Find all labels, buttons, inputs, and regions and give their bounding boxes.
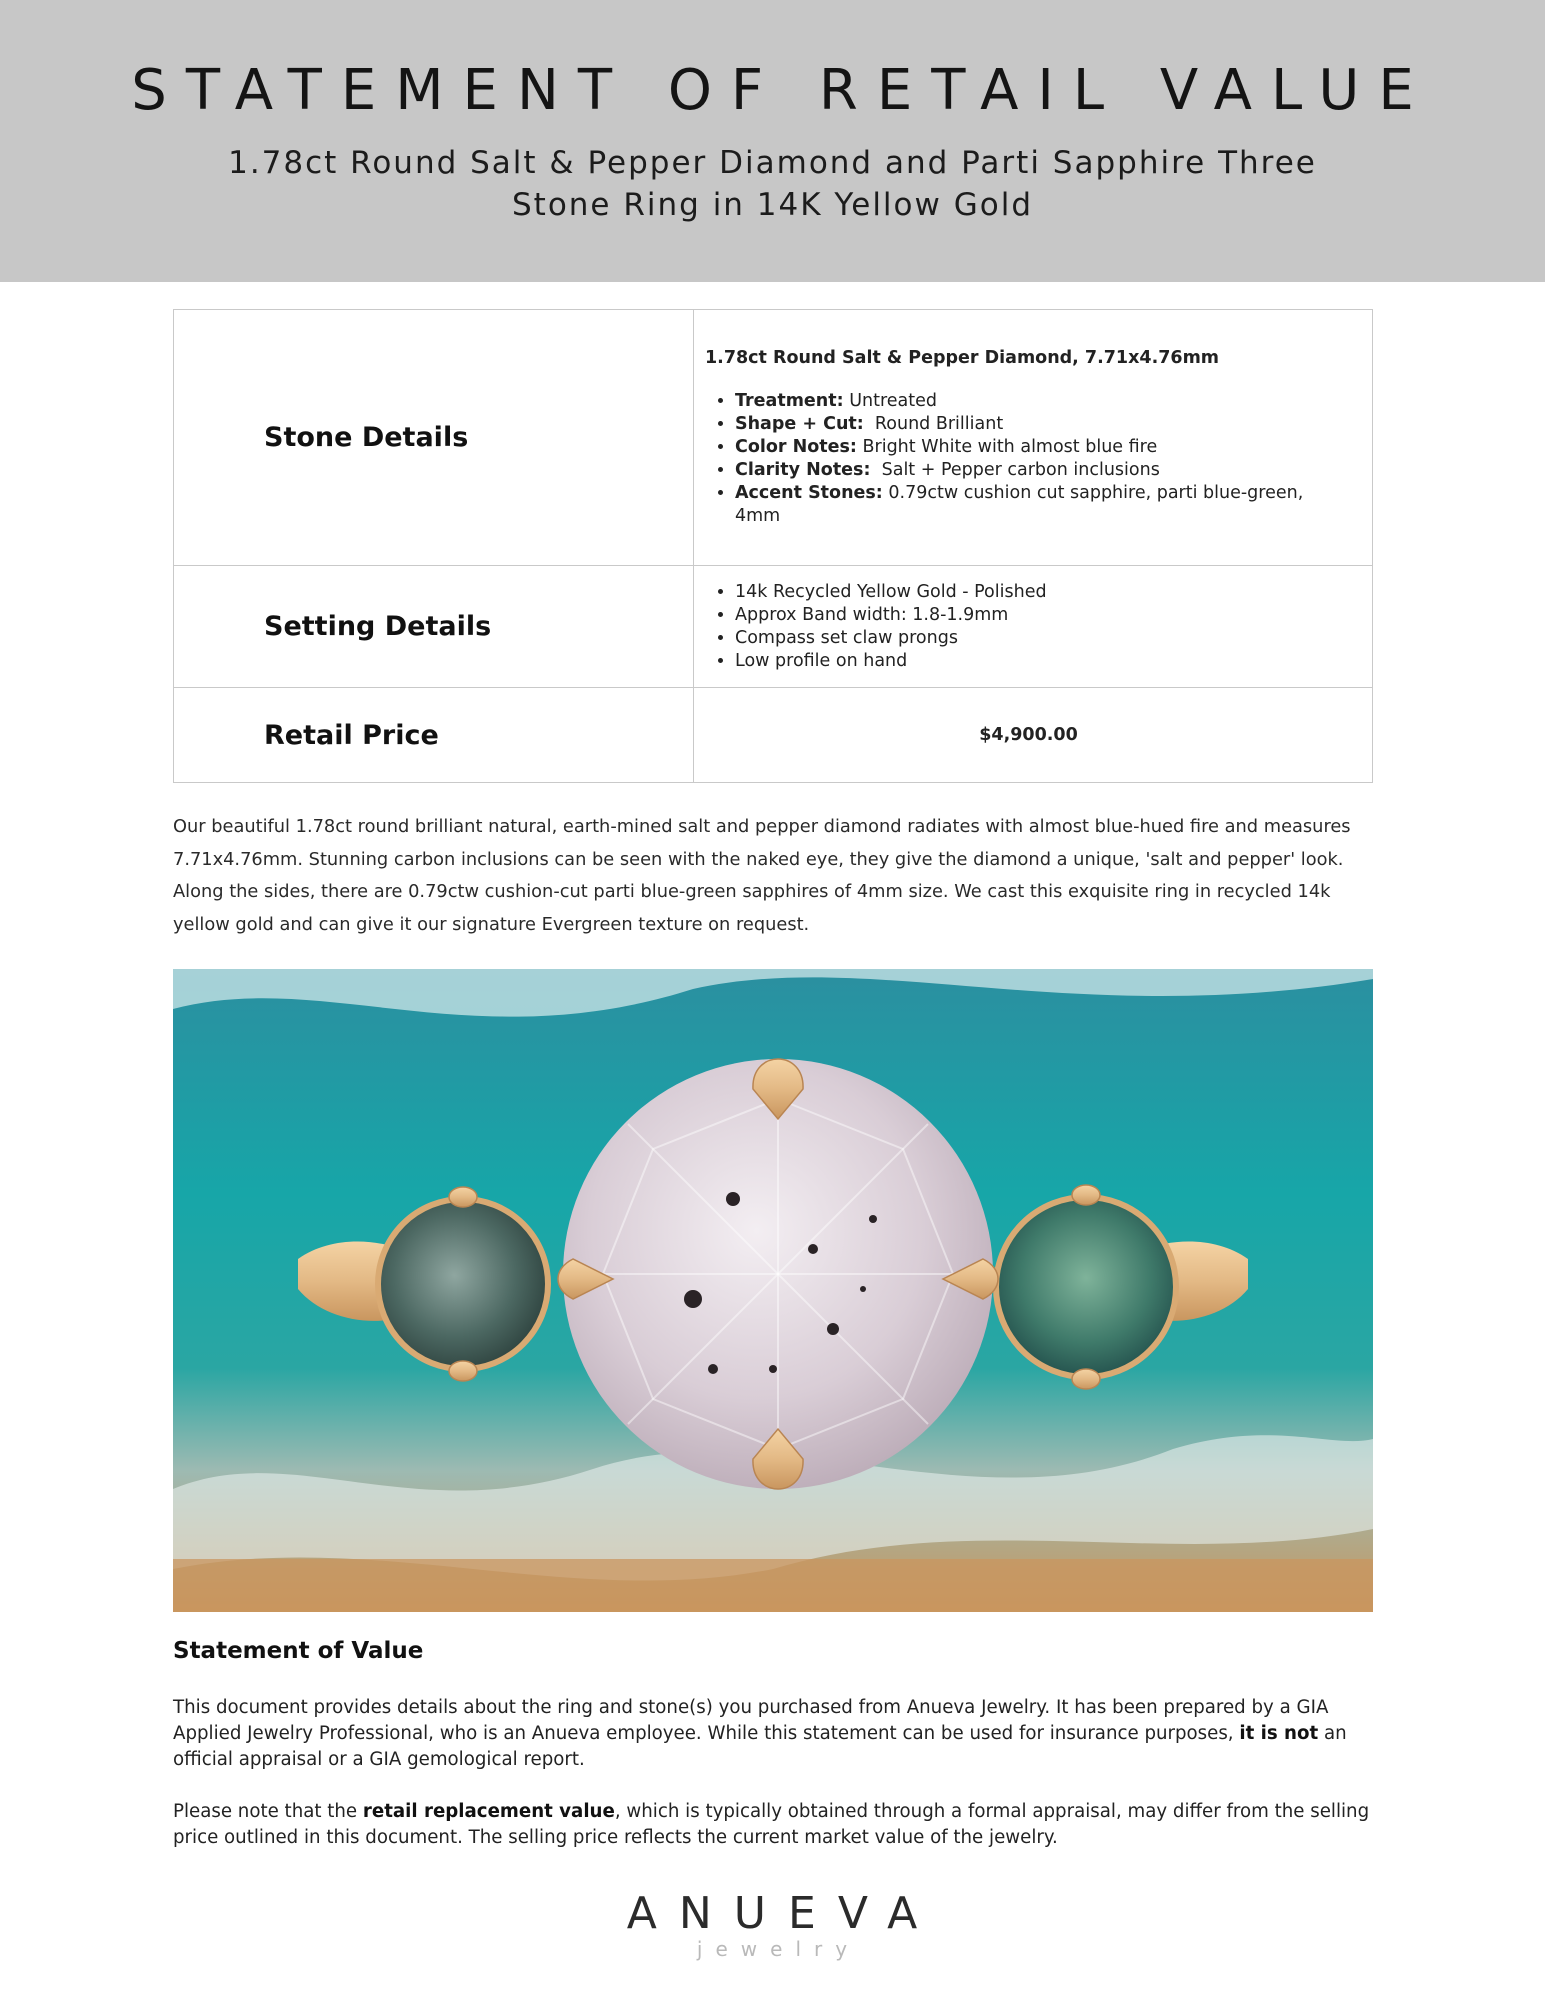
stone-details-label: Stone Details [174, 310, 694, 566]
stone-details-value [694, 310, 1373, 566]
list-item [735, 436, 1352, 459]
detail-value: Untreated [849, 390, 938, 411]
logo-tagline: jewelry [696, 1937, 861, 1961]
setting-details-list [705, 581, 1352, 673]
list-item: • Low profile on hand [735, 650, 1352, 673]
left-sapphire [378, 1199, 548, 1369]
ring-photo [173, 969, 1373, 1612]
detail-value: Round Brilliant [874, 413, 1004, 434]
stone-details-row [174, 310, 1373, 566]
statement-text: , which is typically obtained through a formal appraisal, may differ from the selling price outlined in this document. The selling price reflects the current market value of the jewelry. [173, 1801, 1370, 1848]
statement-emphasis: retail replacement value [362, 1801, 615, 1822]
detail-value: 0.79ctw cushion cut sapphire, parti blue-green, 4mm [735, 482, 1304, 526]
setting-details-label: Setting Details [174, 566, 694, 688]
detail-key: Shape + Cut: [735, 413, 864, 434]
list-item [735, 459, 1352, 482]
right-sapphire [996, 1197, 1176, 1377]
logo-name: ANUEVA [626, 1888, 940, 1939]
statement-text: an official appraisal or a GIA gemological report. [173, 1723, 1347, 1770]
detail-key: Accent Stones: [735, 482, 883, 503]
detail-key: Color Notes: [735, 436, 857, 457]
header-banner [0, 0, 1545, 282]
statement-paragraph-1 [173, 1695, 1378, 1773]
detail-key: Treatment: [735, 390, 844, 411]
stone-title: 1.78ct Round Salt & Pepper Diamond, 7.71x4.76mm [705, 347, 1220, 368]
detail-key: Clarity Notes: [735, 459, 871, 480]
list-item: • Approx Band width: 1.8-1.9mm [735, 604, 1352, 627]
sand [173, 1559, 1373, 1612]
statement-paragraph-2 [173, 1799, 1378, 1851]
setting-details-value [694, 566, 1373, 688]
list-item [735, 390, 1352, 413]
detail-value: Salt + Pepper carbon inclusions [881, 459, 1160, 480]
list-item: • 14k Recycled Yellow Gold - Polished [735, 581, 1352, 604]
statement-text: Please note that the [173, 1801, 363, 1822]
list-item [735, 413, 1352, 436]
retail-price-label: Retail Price [174, 688, 694, 783]
details-table [173, 309, 1373, 783]
list-item: • Compass set claw prongs [735, 627, 1352, 650]
retail-price-row [174, 688, 1373, 783]
product-subtitle: 1.78ct Round Salt & Pepper Diamond and Parti Sapphire Three Stone Ring in 14K Yellow Gold [228, 145, 1317, 223]
statement-title: Statement of Value [173, 1638, 424, 1664]
detail-value: Bright White with almost blue fire [862, 436, 1158, 457]
company-logo [572, 1890, 972, 1960]
list-item [735, 482, 1352, 528]
product-description: Our beautiful 1.78ct round brilliant natural, earth-mined salt and pepper diamond radiates with almost blue-hued fire and measures 7.71x4.76mm. Stunning carbon inclusions can be seen with the naked eye, they give the diamond a unique, 'salt and pepper' look. Along the sides, there are 0.79ctw cushion-cut parti blue-green sapphires of 4mm size. We cast this exquisite ring in recycled 14k yellow gold and can give it our signature Evergreen texture on request. [173, 816, 1351, 935]
retail-price-value: $4,900.00 [694, 688, 1373, 783]
setting-details-row [174, 566, 1373, 688]
statement-emphasis: it is not [1239, 1723, 1319, 1744]
statement-text: This document provides details about the ring and stone(s) you purchased from Anueva Jewelry. It has been prepared by a GIA Applied Jewelry Professional, who is an Anueva employee. While this statement can be used for insurance purposes, [173, 1697, 1329, 1744]
stone-details-list [705, 390, 1352, 528]
document-title: STATEMENT OF RETAIL VALUE [131, 58, 1433, 123]
